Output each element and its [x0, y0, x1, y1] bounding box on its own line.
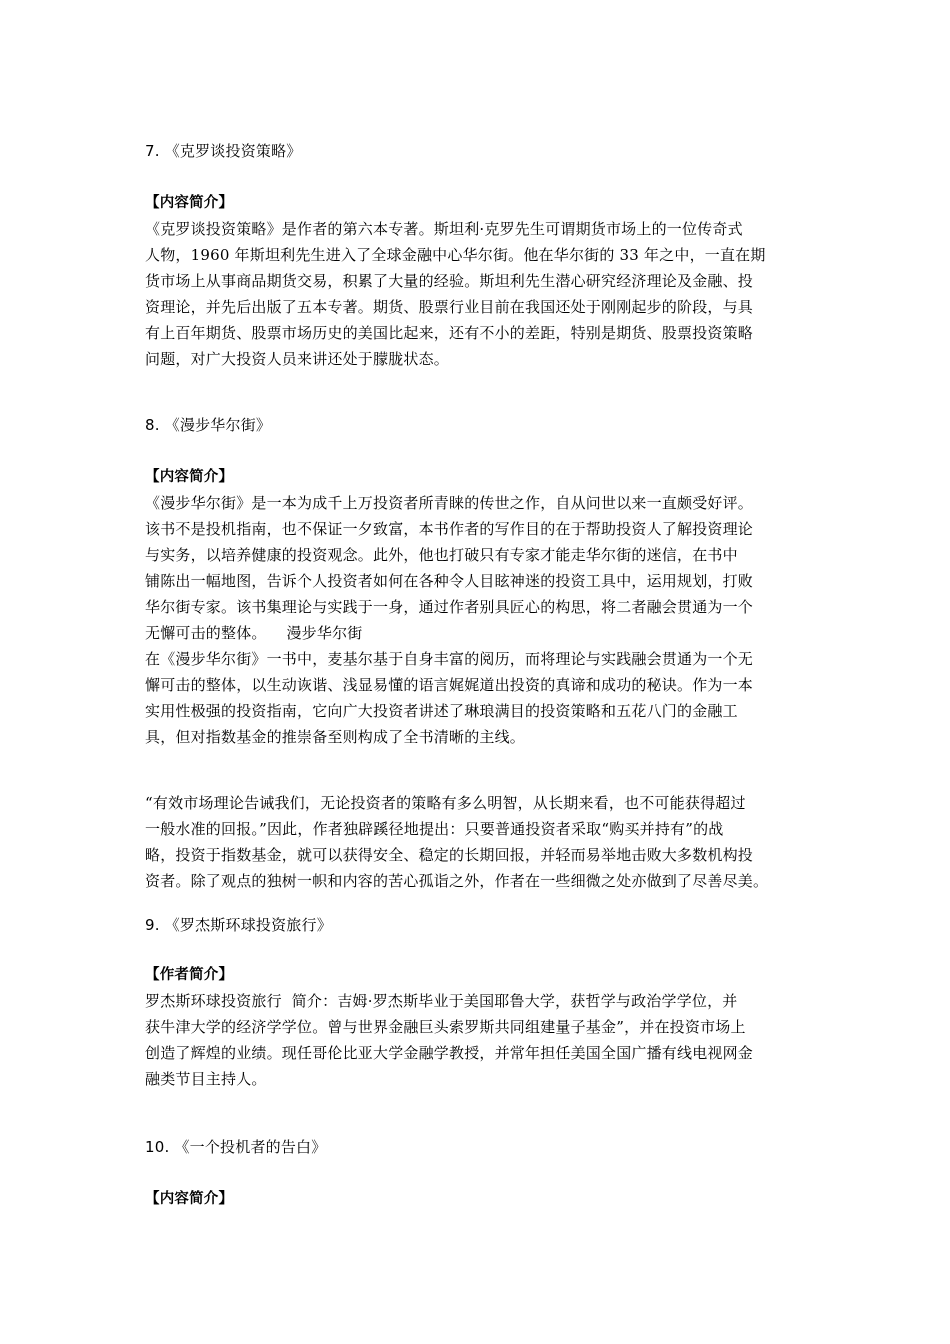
section-7-label: 【内容简介】 — [145, 195, 234, 211]
quote-line: 一般水准的回报。”因此，作者独辟蹊径地提出：只要普通投资者采取“购买并持有”的战 — [145, 820, 724, 838]
paragraph-line: 货市场上从事商品期货交易，积累了大量的经验。斯坦利先生潜心研究经济理论及金融、投 — [145, 272, 754, 290]
paragraph-line: 融类节目主持人。 — [145, 1070, 267, 1088]
section-number: 10. — [145, 1138, 170, 1156]
paragraph-line: 该书不是投机指南，也不保证一夕致富，本书作者的写作目的在于帮助投资人了解投资理论 — [145, 520, 754, 538]
section-8-heading — [145, 412, 815, 438]
paragraph-line: 资理论，并先后出版了五本专著。期货、股票行业目前在我国还处于刚刚起步的阶段，与具 — [145, 298, 754, 316]
paragraph-line: 《克罗谈投资策略》是作者的第六本专著。斯坦利·克罗先生可谓期货市场上的一位传奇式 — [145, 220, 743, 238]
paragraph-line: 与实务，以培养健康的投资观念。此外，他也打破只有专家才能走华尔街的迷信，在书中 — [145, 546, 738, 564]
section-10-label: 【内容简介】 — [145, 1191, 234, 1207]
paragraph-line: 华尔街专家。该书集理论与实践于一身，通过作者别具匠心的构思，将二者融会贯通为一个 — [145, 598, 754, 616]
section-8-label: 【内容简介】 — [145, 469, 234, 485]
paragraph-line: 罗杰斯环球投资旅行 简介：吉姆·罗杰斯毕业于美国耶鲁大学，获哲学与政治学学位，并 — [145, 992, 738, 1010]
paragraph-line: 获牛津大学的经济学学位。曾与世界金融巨头索罗斯共同组建量子基金”，并在投资市场上 — [145, 1018, 746, 1036]
paragraph-line: 创造了辉煌的业绩。现任哥伦比亚大学金融学教授，并常年担任美国全国广播有线电视网金 — [145, 1044, 754, 1062]
quote-line: 略，投资于指数基金，就可以获得安全、稳定的长期回报，并轻而易举地击败大多数机构投 — [145, 846, 754, 864]
quote-line: 资者。除了观点的独树一帜和内容的苦心孤诣之外，作者在一些细微之处亦做到了尽善尽美。 — [145, 872, 769, 890]
section-number: 8. — [145, 416, 160, 434]
section-10-heading — [145, 1134, 815, 1160]
section-9-heading — [145, 912, 815, 938]
section-number: 9. — [145, 916, 160, 934]
paragraph-line: 有上百年期货、股票市场历史的美国比起来，还有不小的差距，特别是期货、股票投资策略 — [145, 324, 754, 342]
paragraph-line: 懈可击的整体，以生动诙谐、浅显易懂的语言娓娓道出投资的真谛和成功的秘诀。作为一本 — [145, 676, 754, 694]
section-number: 7. — [145, 142, 160, 160]
paragraph-line: 人物，1960 年斯坦利先生进入了全球金融中心华尔街。他在华尔街的 33 年之中，一直在期 — [145, 246, 766, 264]
paragraph-line: 问题，对广大投资人员来讲还处于朦胧状态。 — [145, 350, 450, 368]
section-title: 《罗杰斯环球投资旅行》 — [164, 916, 332, 934]
paragraph-line: 无懈可击的整体。 漫步华尔街 — [145, 624, 363, 642]
paragraph-line: 在《漫步华尔街》一书中，麦基尔基于自身丰富的阅历，而将理论与实践融会贯通为一个无 — [145, 650, 754, 668]
section-title: 《漫步华尔街》 — [164, 416, 272, 434]
paragraph-line: 实用性极强的投资指南，它向广大投资者讲述了琳琅满目的投资策略和五花八门的金融工 — [145, 702, 738, 720]
section-title: 《一个投机者的告白》 — [174, 1138, 327, 1156]
section-title: 《克罗谈投资策略》 — [164, 142, 302, 160]
paragraph-line: 具，但对指数基金的推崇备至则构成了全书清晰的主线。 — [145, 728, 526, 746]
section-9-label: 【作者简介】 — [145, 967, 234, 983]
paragraph-line: 铺陈出一幅地图，告诉个人投资者如何在各种令人目眩神迷的投资工具中，运用规划，打败 — [145, 572, 754, 590]
section-7-heading — [145, 138, 815, 164]
quote-line: “有效市场理论告诫我们，无论投资者的策略有多么明智，从长期来看，也不可能获得超过 — [145, 794, 746, 812]
paragraph-line: 《漫步华尔街》是一本为成千上万投资者所青睐的传世之作，自从问世以来一直颇受好评。 — [145, 494, 754, 512]
